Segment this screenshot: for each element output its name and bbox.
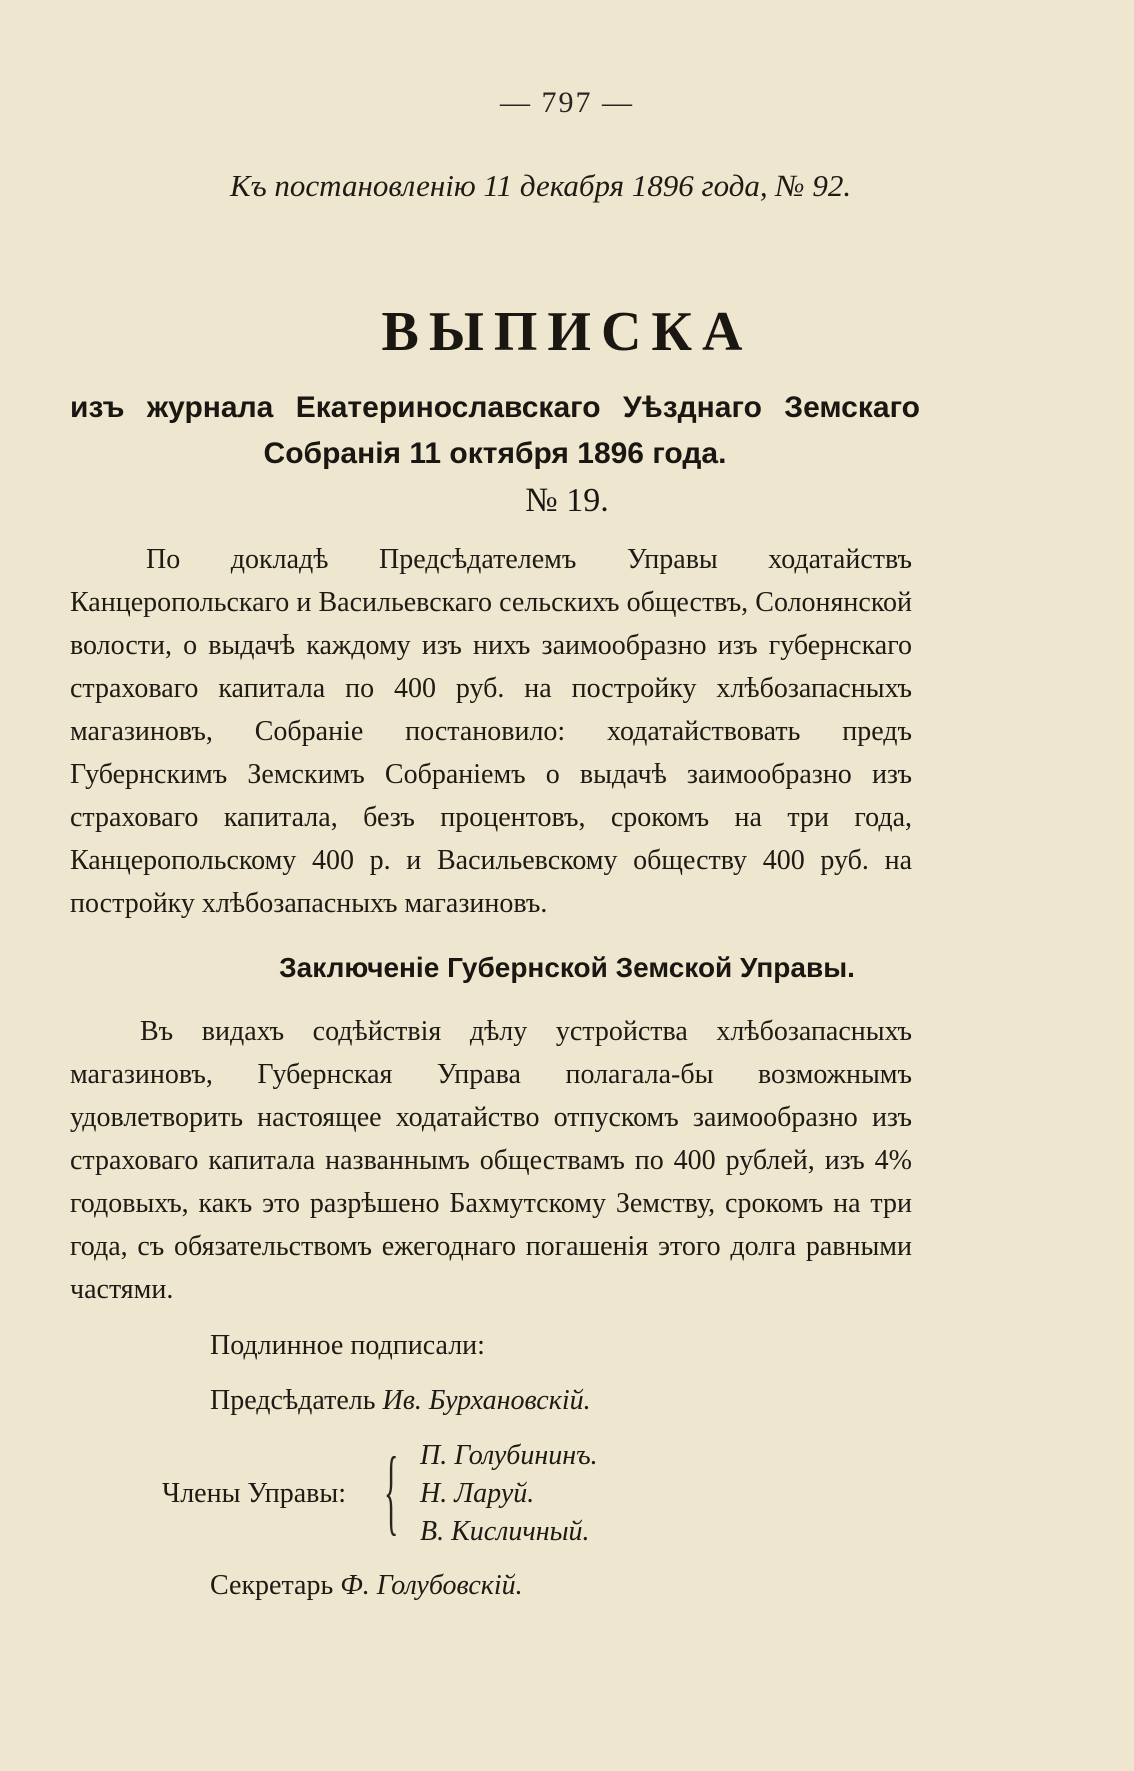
member-name: В. Кисличный. [420, 1516, 590, 1547]
secretary-signature [210, 1570, 523, 1602]
chairman-name: Ив. Бурхановскій. [382, 1385, 591, 1416]
document-title: ВЫПИСКА [381, 301, 753, 363]
page-number: — 797 — [500, 86, 634, 119]
resolution-line: Къ постановленію 11 декабря 1896 года, № 92. [230, 168, 852, 203]
paragraph-report: По докладѣ Предсѣдателемъ Управы ходатайствъ Канцеропольскаго и Васильевскаго сельскихъ обществъ, Солонянской волости, о выдачѣ каждому изъ нихъ заимообразно изъ губернскаго страховаго капитала по 400 руб. на постройку хлѣбозапасныхъ магазиновъ, Собраніе постановило: ходатайствовать предъ Губернскимъ Земскимъ Собраніемъ о выдачѣ заимообразно изъ страховаго капитала, безъ процентовъ, срокомъ на три года, Канцеропольскому 400 р. и Васильевскому обществу 400 руб. на постройку хлѣбозапасныхъ магазиновъ. [70, 544, 912, 919]
section-heading: Заключеніе Губернской Земской Управы. [279, 952, 855, 983]
chairman-label: Предсѣдатель [210, 1385, 376, 1416]
paragraph-conclusion: Въ видахъ содѣйствія дѣлу устройства хлѣбозапасныхъ магазиновъ, Губернская Управа полагала-бы возможнымъ удовлетворить настоящее ходатайство отпускомъ заимообразно изъ страховаго капитала названнымъ обществамъ по 400 рублей, изъ 4% годовыхъ, какъ это разрѣшено Бахмутскому Земству, срокомъ на три года, съ обязательствомъ ежегоднаго погашенія этого долга равными частями. [70, 1016, 912, 1305]
document-subtitle: изъ журнала Екатеринославскаго Уѣзднаго Земскаго Собранія 11 октября 1896 года. [70, 391, 920, 470]
member-name: Н. Ларуй. [420, 1478, 535, 1509]
signatures-intro: Подлинное подписали: [210, 1330, 485, 1361]
secretary-label: Секретарь [210, 1570, 334, 1601]
item-number: № 19. [525, 482, 609, 519]
secretary-name: Ф. Голубовскій. [340, 1570, 523, 1601]
members-brace: { [384, 1440, 399, 1546]
chairman-signature [210, 1385, 591, 1417]
members-label: Члены Управы: [162, 1478, 346, 1509]
member-name: П. Голубининъ. [420, 1440, 598, 1471]
